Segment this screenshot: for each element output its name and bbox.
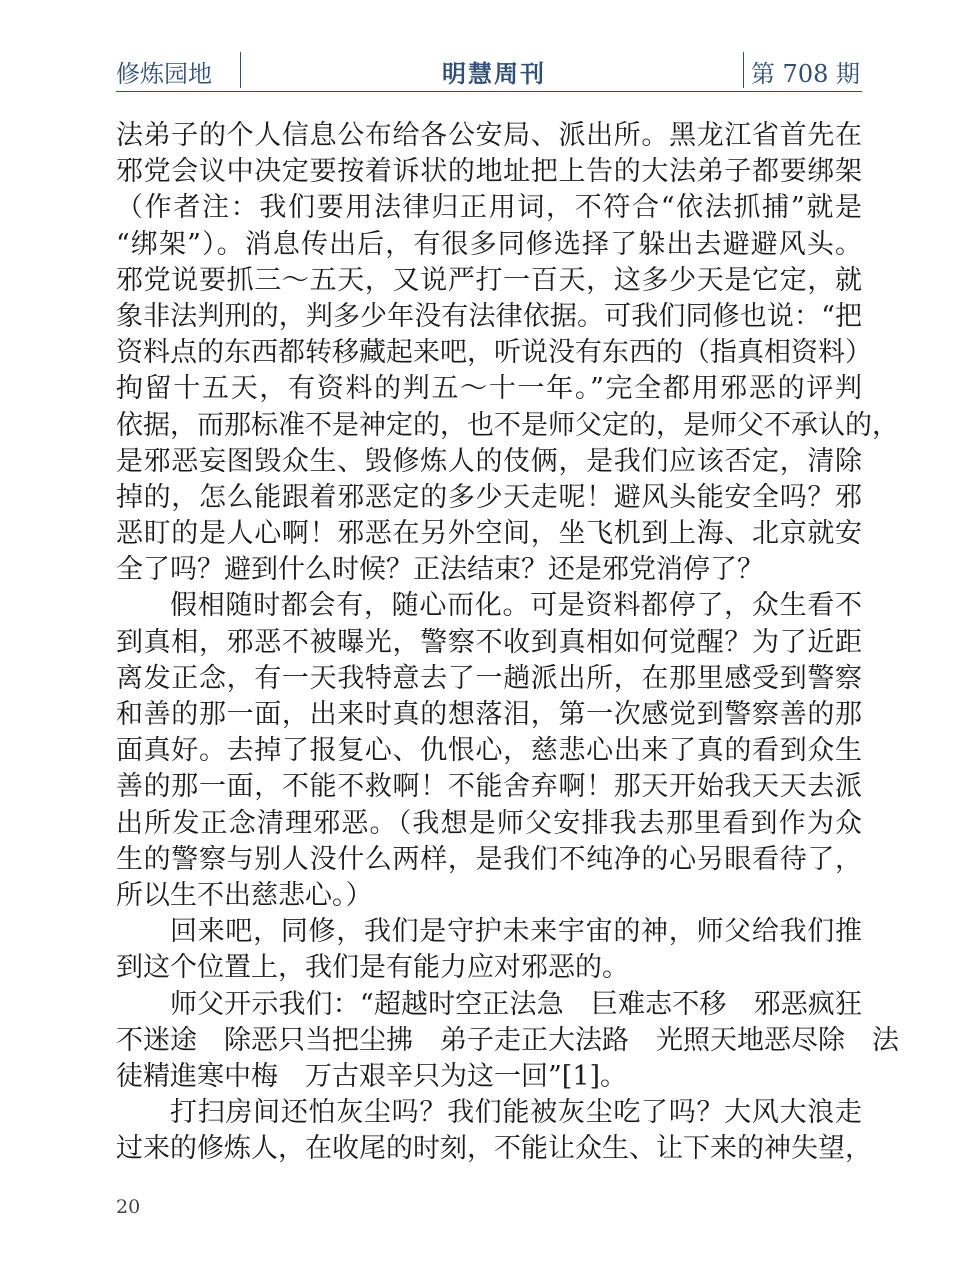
header-section-title: 修炼园地 xyxy=(116,60,212,88)
text-line: 恶盯的是人心啊！邪恶在另外空间，坐飞机到上海、北京就安 xyxy=(116,518,862,550)
text-line: 是邪恶妄图毁众生、毁修炼人的伎俩，是我们应该否定，清除 xyxy=(116,445,862,477)
article-body xyxy=(116,118,899,1167)
header-divider-left xyxy=(240,52,241,88)
text-line: 掉的，怎么能跟着邪恶定的多少天走呢！避风头能安全吗？邪 xyxy=(116,481,862,513)
text-line: 全了吗？避到什么时候？正法结束？还是邪党消停了？ xyxy=(116,554,764,586)
paragraph-first-line: 回来吧，同修，我们是守护未来宇宙的神，师父给我们推 xyxy=(170,916,862,948)
paragraph-first-line: 师父开示我们：“超越时空正法急 巨难志不移 邪恶疯狂 xyxy=(170,988,862,1020)
header-rule xyxy=(116,91,862,92)
text-line: （作者注：我们要用法律归正用词，不符合“依法抓捕”就是 xyxy=(116,192,862,224)
text-line: 面真好。去掉了报复心、仇恨心，慈悲心出来了真的看到众生 xyxy=(116,735,862,767)
text-line: 到这个位置上，我们是有能力应对邪恶的。 xyxy=(116,952,629,984)
header-publication-title: 明慧周刊 xyxy=(442,59,546,88)
text-line: 徒精進寒中梅 万古艰辛只为这一回”[1]。 xyxy=(116,1060,628,1092)
text-line: 和善的那一面，出来时真的想落泪，第一次感觉到警察善的那 xyxy=(116,699,862,730)
header-divider-right xyxy=(743,52,744,88)
header-issue-number: 第 708 期 xyxy=(750,60,860,88)
text-line: 不迷途 除恶只当把尘拂 弟子走正大法路 光照天地恶尽除 法 xyxy=(116,1024,899,1056)
text-line: 所以生不出慈悲心。） xyxy=(116,879,373,911)
running-header xyxy=(116,52,862,90)
text-line: 资料点的东西都转移藏起来吧，听说没有东西的（指真相资料） xyxy=(116,337,872,369)
page-number: 20 xyxy=(116,1196,141,1218)
text-line: 邪党会议中决定要按着诉状的地址把上告的大法弟子都要绑架 xyxy=(116,156,862,188)
text-line: 到真相，邪恶不被曝光，警察不收到真相如何觉醒？为了近距 xyxy=(116,626,862,658)
paragraph-first-line: 打扫房间还怕灰尘吗？我们能被灰尘吃了吗？大风大浪走 xyxy=(170,1097,862,1129)
text-line: 生的警察与别人没什么两样，是我们不纯净的心另眼看待了， xyxy=(116,843,862,875)
text-line: 法弟子的个人信息公布给各公安局、派出所。黑龙江省首先在 xyxy=(116,120,862,151)
text-line: “绑架”）。消息传出后，有很多同修选择了躲出去避避风头。 xyxy=(116,228,862,260)
text-line: 善的那一面，不能不救啊！不能舍弃啊！那天开始我天天去派 xyxy=(116,771,862,803)
text-line: 离发正念，有一天我特意去了一趟派出所，在那里感受到警察 xyxy=(116,662,862,694)
text-line: 过来的修炼人，在收尾的时刻，不能让众生、让下来的神失望， xyxy=(116,1133,872,1165)
paragraph-first-line: 假相随时都会有，随心而化。可是资料都停了，众生看不 xyxy=(170,590,862,622)
text-line: 依据，而那标准不是神定的，也不是师父定的，是师父不承认的， xyxy=(116,409,899,441)
text-line: 邪党说要抓三～五天，又说严打一百天，这多少天是它定，就 xyxy=(116,264,862,296)
text-line: 象非法判刑的，判多少年没有法律依据。可我们同修也说：“把 xyxy=(116,300,862,332)
text-line: 拘留十五天，有资料的判五～十一年。”完全都用邪恶的评判 xyxy=(116,373,862,405)
text-line: 出所发正念清理邪恶。（我想是师父安排我去那里看到作为众 xyxy=(116,807,862,839)
